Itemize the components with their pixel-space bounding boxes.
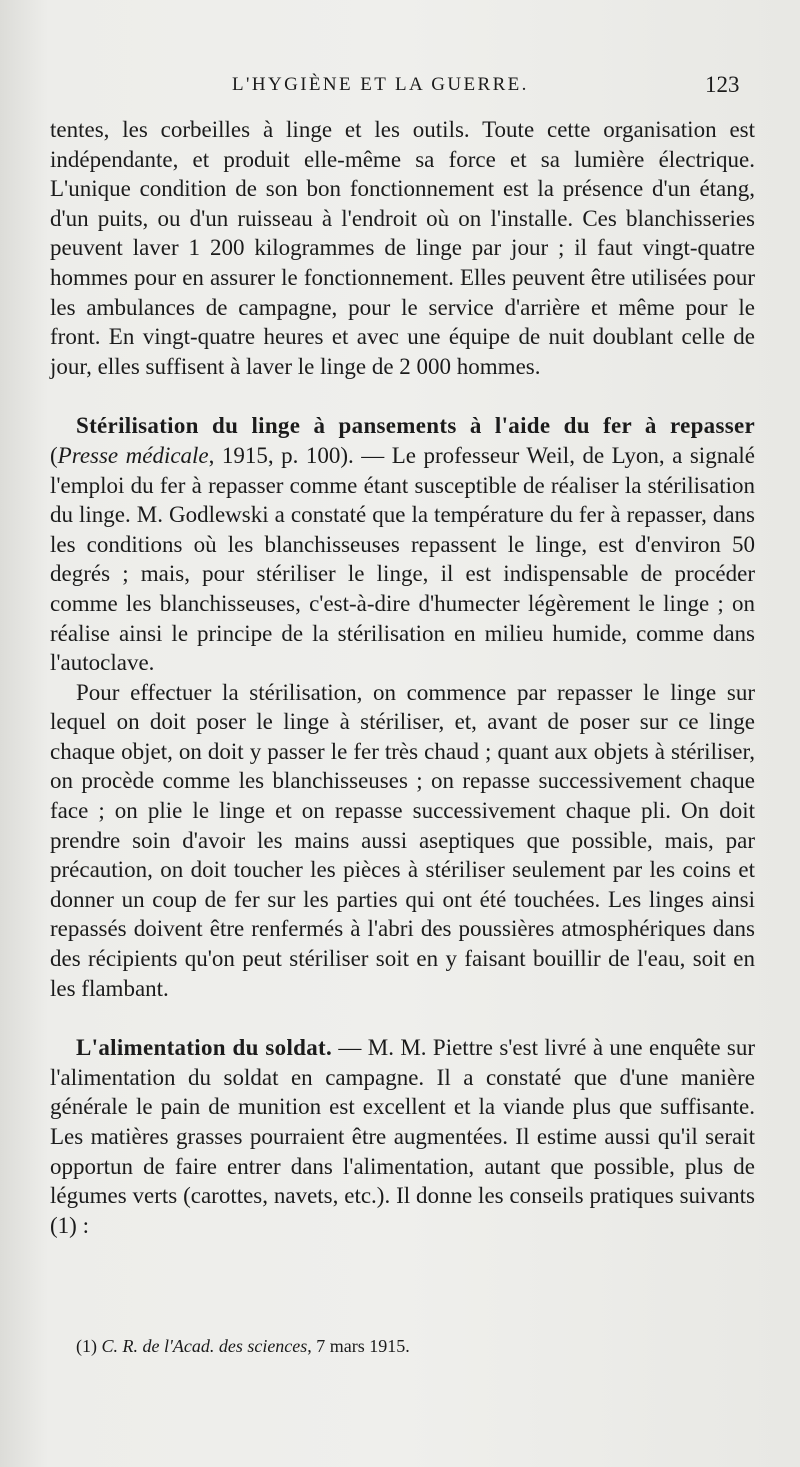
journal-title: Presse médicale: [57, 442, 209, 468]
section-gap: [50, 1003, 755, 1033]
footnote-date: , 7 mars 1915.: [307, 1336, 410, 1356]
section-heading-alimentation: L'alimentation du soldat.: [76, 1035, 333, 1061]
section-sterilisation: [50, 411, 755, 677]
running-head: [0, 74, 800, 104]
footnote: [76, 1334, 756, 1358]
footnote-source: C. R. de l'Acad. des sciences: [101, 1336, 308, 1356]
body-text: [50, 115, 755, 1240]
reference-open: (: [50, 442, 58, 468]
page-number: 123: [705, 72, 740, 97]
footnote-marker: (1): [76, 1336, 102, 1356]
paragraph-continuation: tentes, les corbeilles à linge et les outils. Toute cette organisation est indépendante, et produit elle-même sa force et sa lumière électrique. L'unique condition de son bon fonctionnement est la présence d'un étang, d'un puits, ou d'un ruisseau à l'endroit où on l'installe. Ces blanchisseries peuvent laver 1 200 kilogrammes de linge par jour ; il faut vingt-quatre hommes pour en assurer le fonctionnement. Elles peuvent être utilisées pour les ambulances de campagne, pour le service d'arrière et même pour le front. En vingt-quatre heures et avec une équipe de nuit doublant celle de jour, elles suffisent à laver le linge de 2 000 hommes.: [50, 117, 755, 379]
section-heading-sterilisation: Stérilisation du linge à pansements à l'aide du fer à repasser: [76, 413, 755, 439]
section-text-alimentation: — M. M. Piettre s'est livré à une enquête sur l'alimentation du soldat en campagne. Il a constaté que d'une manière générale le pain de munition est excellent et la viande plus que suffisante. Les matières grasses pourraient être augmentées. Il estime aussi qu'il serait opportun de faire entrer dans l'alimentation, autant que possible, plus de légumes verts (carottes, navets, etc.). Il donne les conseils pratiques suivants (1) :: [50, 1035, 756, 1238]
paragraph-procedure: Pour effectuer la stérilisation, on commence par repasser le linge sur lequel on doit poser le linge à stériliser, et, avant de poser sur ce linge chaque objet, on doit y passer le fer très chaud ; quant aux objets à stériliser, on procède comme les blanchisseuses ; on repasse successivement chaque face ; on plie le linge et on repasse successivement chaque pli. On doit prendre soin d'avoir les mains aussi aseptiques que possible, mais, par précaution, on doit toucher les pièces à stériliser seulement par les coins et donner un coup de fer sur les parties qui ont été touchées. Les linges ainsi repassés doivent être renfermés à l'abri des poussières atmosphériques dans des récipients qu'on peut stériliser soit en y faisant bouillir de l'eau, soit en les flambant.: [50, 679, 755, 1001]
running-title: L'HYGIÈNE ET LA GUERRE.: [232, 74, 529, 95]
section-text-sterilisation: , 1915, p. 100). — Le professeur Weil, de Lyon, a signalé l'emploi du fer à repasser comme étant susceptible de réaliser la stérilisation du linge. M. Godlewski a constaté que la température du fer à repasser, dans les conditions où les blanchisseuses repassent le linge, est d'environ 50 degrés ; mais, pour stériliser le linge, il est indispensable de procéder comme les blanchisseuses, c'est-à-dire d'humecter légèrement le linge ; on réalise ainsi le principe de la stérilisation en milieu humide, comme dans l'autoclave.: [50, 442, 755, 676]
section-gap: [50, 381, 755, 411]
section-alimentation: [50, 1033, 755, 1240]
